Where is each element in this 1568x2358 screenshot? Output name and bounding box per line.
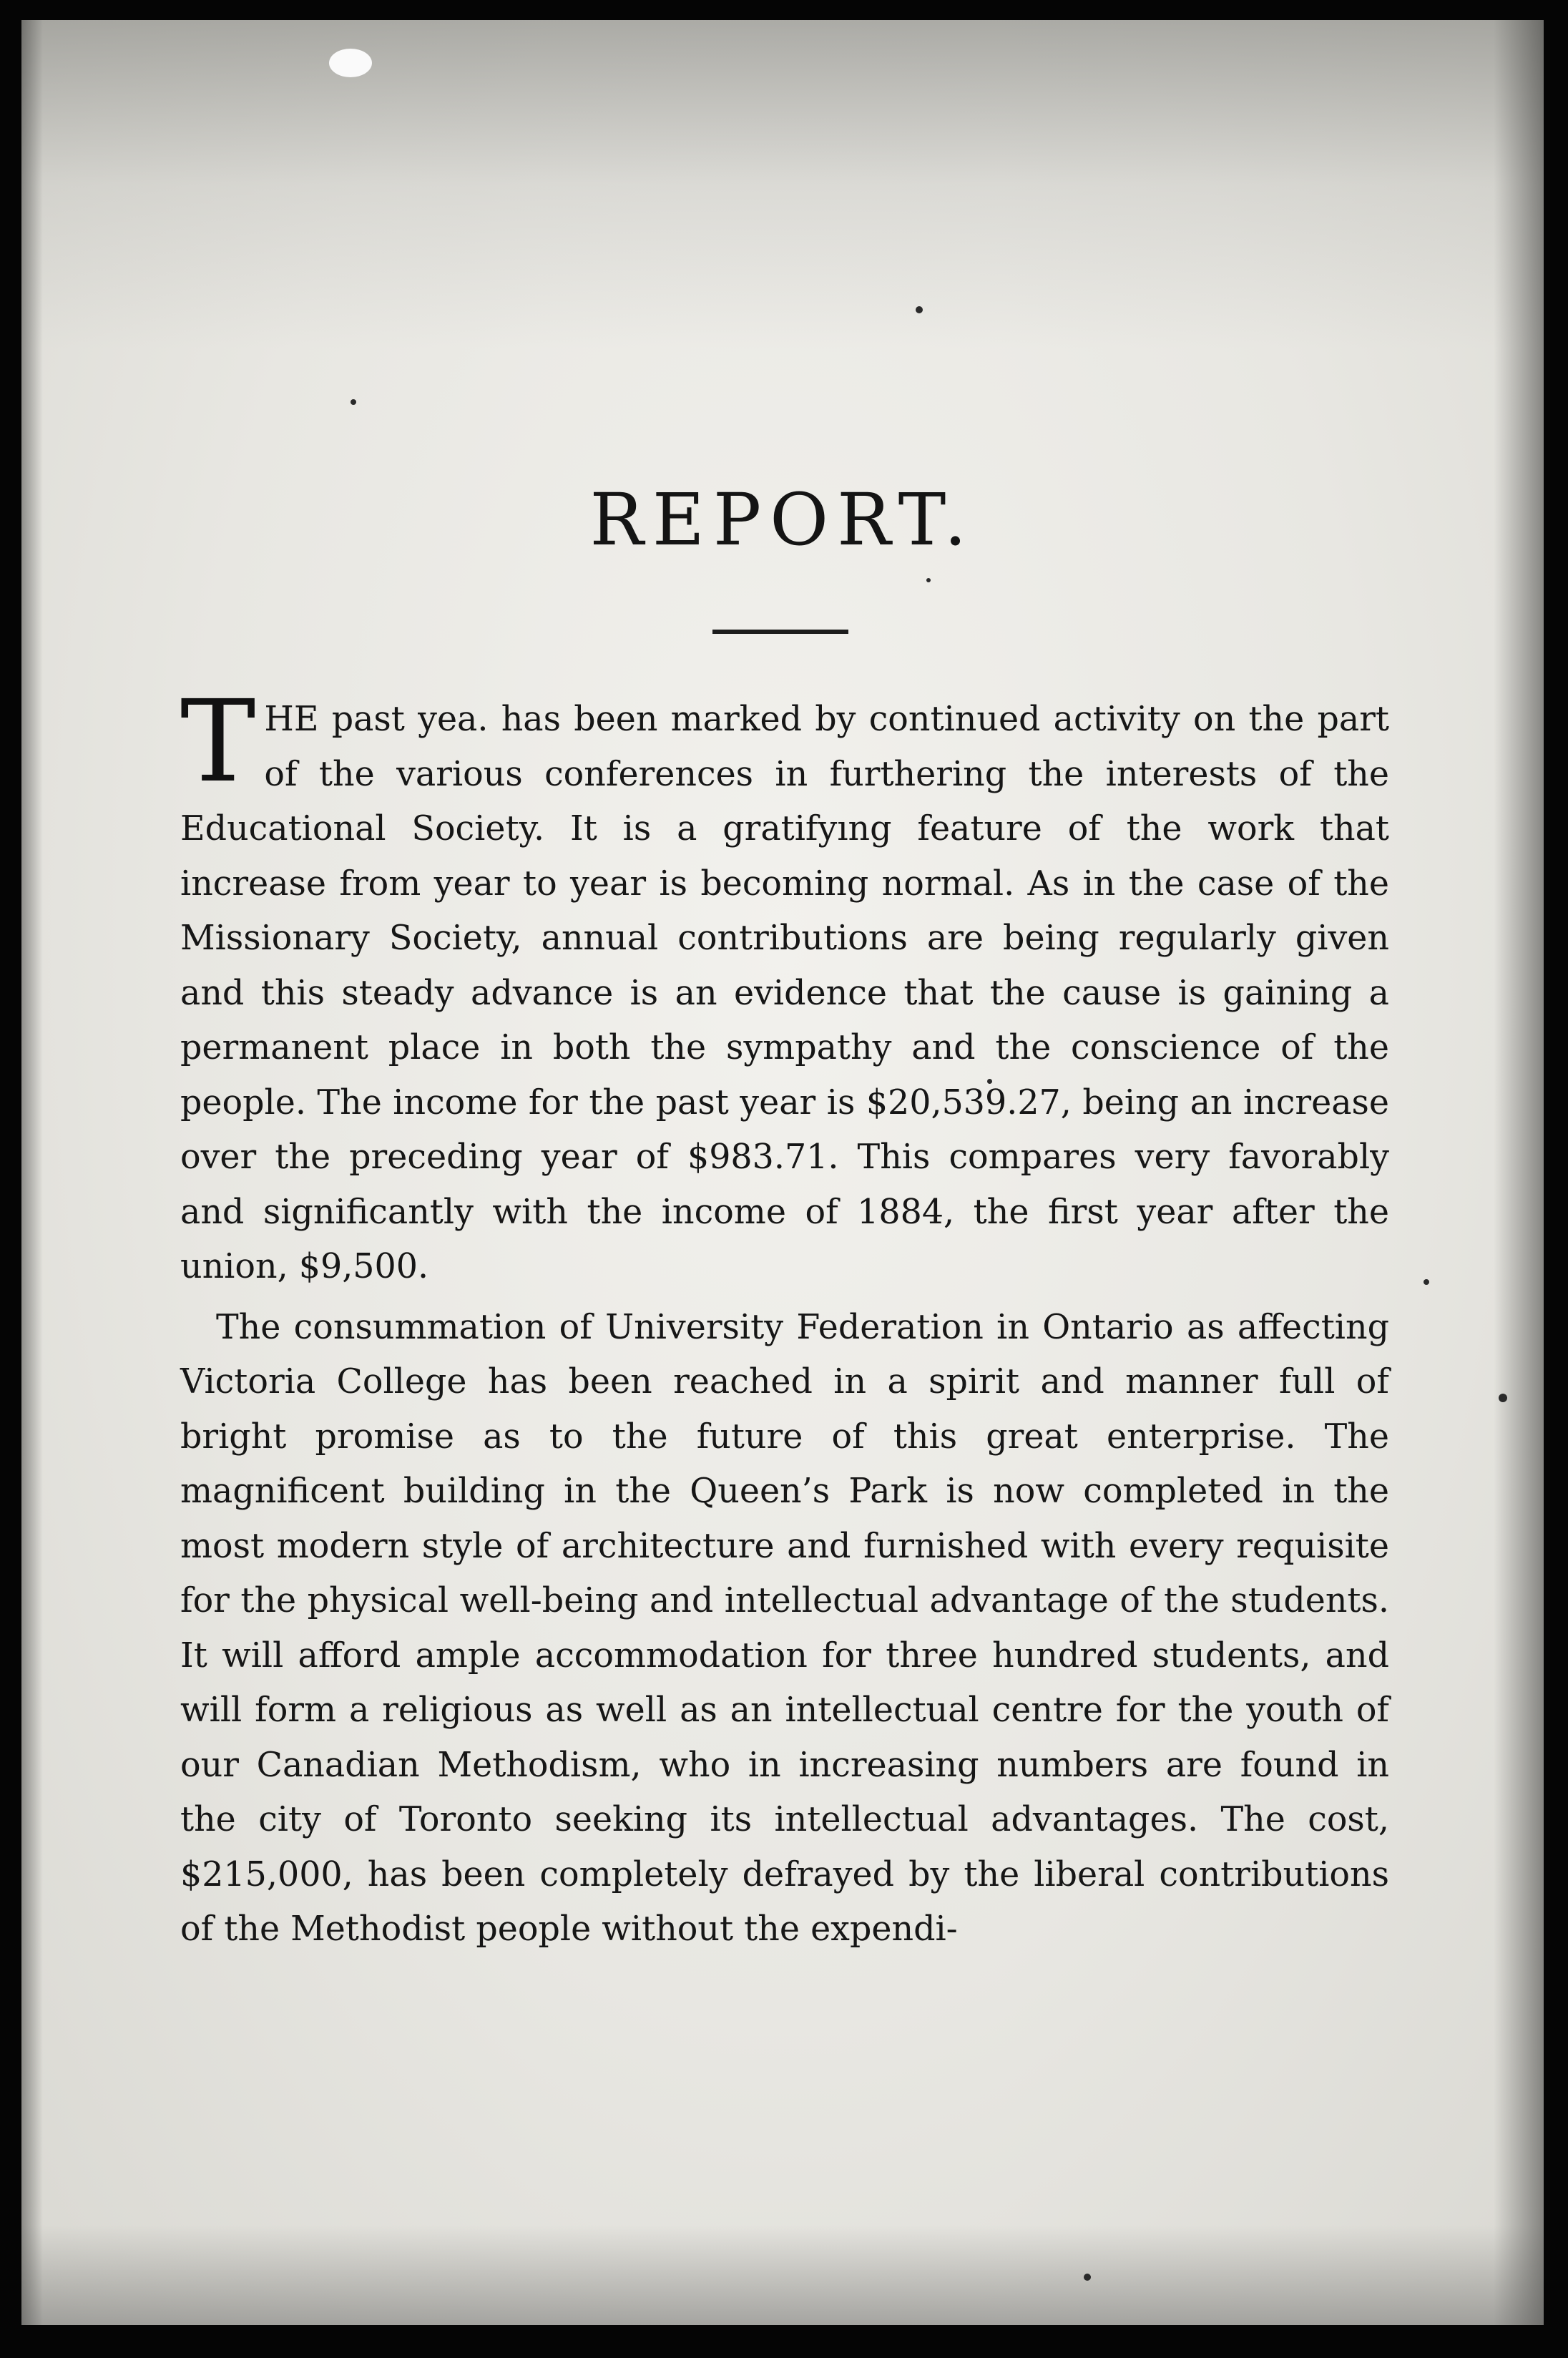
paragraph-text: HE past yea. has been marked by continued activity on the part of the various conferences in furthering the interests of the Educational Society. It is a gratifyıng feature of the work that increase from year to year is becoming normal. As in the case of the Missionary Society, annual contributions are being regularly given and this steady advance is an evidence that the cause is gaining a permanent place in both the sympathy and the conscience of the people. The income for the past year is $20,539.27, being an increase over the preceding year of $983.71. This compares very favorably and significantly with the income of 1884, the first year after the union, $9,500. xyxy=(180,700,1389,1286)
paragraph xyxy=(180,676,1389,1295)
ink-speck xyxy=(926,578,931,582)
drop-cap: T xyxy=(180,676,256,808)
ink-speck xyxy=(1084,2274,1091,2281)
page-shading-bottom xyxy=(21,2225,1544,2325)
ink-speck xyxy=(351,399,356,405)
report-body xyxy=(180,676,1389,1957)
ink-speck xyxy=(916,306,923,313)
page-shading-right xyxy=(1494,20,1544,2325)
page-shading-left xyxy=(21,20,43,2325)
ink-speck xyxy=(329,49,372,77)
ink-speck xyxy=(1424,1279,1429,1285)
page-shading-top xyxy=(21,20,1544,349)
ink-speck xyxy=(1499,1394,1507,1402)
paragraph: The consummation of University Federation in Ontario as affecting Victoria College has been reached in a spirit and manner full of bright promise as to the future of this great enterprise. The magnificent building in the Queen’s Park is now completed in the most modern style of architecture and furnished with every requisite for the physical well-being and intellectual advantage of the students. It will afford ample accommodation for three hundred students, and will form a religious as well as an intellectual centre for the youth of our Canadian Methodism, who in increasing numbers are found in the city of Toronto seeking its intellectual advantages. The cost, $215,000, has been completely defrayed by the liberal contributions of the Methodist people without the expendi- xyxy=(180,1307,1389,1949)
book-page xyxy=(21,20,1544,2325)
page-title: REPORT. xyxy=(589,478,976,562)
title-rule xyxy=(712,630,848,634)
